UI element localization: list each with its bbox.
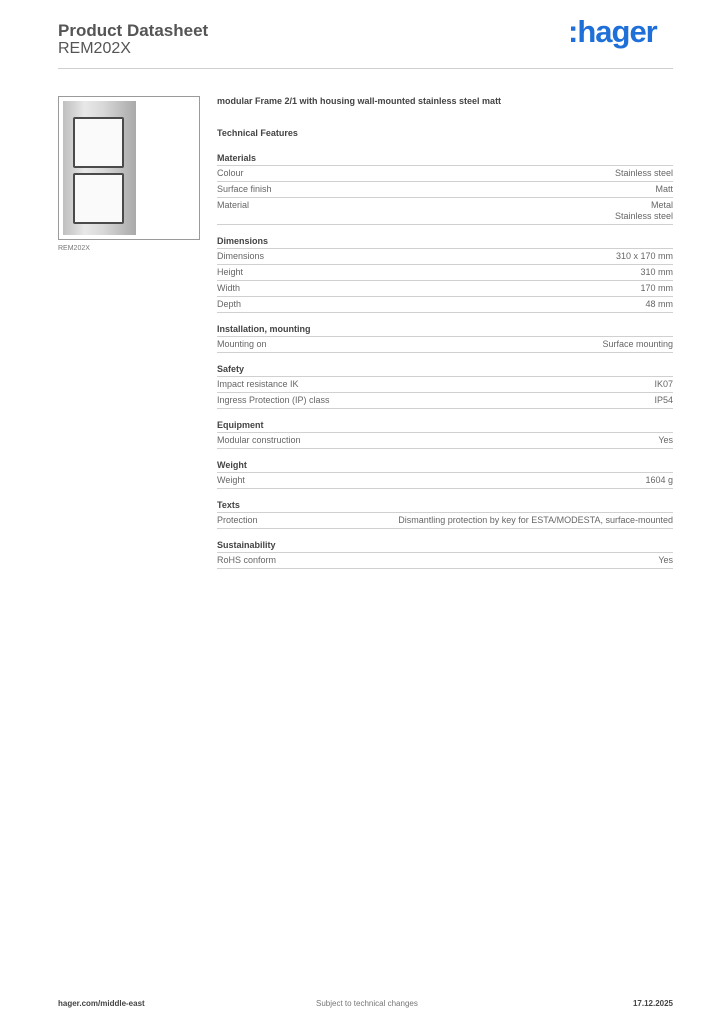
spec-value-line: 1604 g <box>645 475 673 485</box>
image-caption: REM202X <box>58 245 90 252</box>
spec-row <box>217 433 673 449</box>
spec-value <box>655 184 673 195</box>
spec-value <box>658 555 673 566</box>
spec-value <box>654 395 673 406</box>
section-title: Sustainability <box>217 540 673 553</box>
spec-row <box>217 249 673 265</box>
spec-row <box>217 377 673 393</box>
spec-section <box>217 236 673 313</box>
hager-logo <box>568 14 657 50</box>
frame-opening-bottom <box>73 173 124 224</box>
spec-value-line: Metal <box>650 200 673 210</box>
header-divider <box>58 68 673 69</box>
spec-label: Dimensions <box>217 251 265 261</box>
spec-label: Ingress Protection (IP) class <box>217 395 330 405</box>
product-image <box>58 96 200 240</box>
section-title: Installation, mounting <box>217 324 673 337</box>
spec-row <box>217 473 673 489</box>
spec-row <box>217 166 673 182</box>
spec-row <box>217 337 673 353</box>
frame-illustration <box>63 101 136 235</box>
footer-website: hager.com/middle-east <box>58 999 145 1008</box>
spec-value-line: Dismantling protection by key for ESTA/MODESTA, surface-mounted <box>398 515 673 525</box>
spec-row <box>217 553 673 569</box>
spec-value-line: Surface mounting <box>602 339 673 349</box>
spec-label: Weight <box>217 475 245 485</box>
spec-value <box>602 339 673 350</box>
spec-section <box>217 420 673 449</box>
spec-value-line: Stainless steel <box>614 168 673 178</box>
spec-value <box>398 515 673 526</box>
spec-label: RoHS conform <box>217 555 277 565</box>
spec-value <box>640 267 673 278</box>
spec-value-line: 310 x 170 mm <box>615 251 673 261</box>
spec-value-line: Stainless steel <box>614 211 673 221</box>
spec-label: Depth <box>217 299 242 309</box>
spec-value <box>654 379 673 390</box>
spec-row <box>217 297 673 313</box>
spec-label: Impact resistance IK <box>217 379 299 389</box>
section-title: Weight <box>217 460 673 473</box>
section-title: Safety <box>217 364 673 377</box>
spec-label: Mounting on <box>217 339 267 349</box>
spec-content <box>217 96 673 580</box>
spec-sections <box>217 153 673 569</box>
spec-label: Height <box>217 267 244 277</box>
spec-section <box>217 324 673 353</box>
footer-date: 17.12.2025 <box>632 999 673 1008</box>
page-title: Product Datasheet <box>58 21 209 40</box>
spec-value-line: IP54 <box>654 395 673 405</box>
logo-text: hager <box>577 14 657 49</box>
spec-row <box>217 265 673 281</box>
spec-section <box>217 540 673 569</box>
spec-value <box>615 200 673 222</box>
spec-row <box>217 393 673 409</box>
spec-section <box>217 500 673 529</box>
spec-value-line: Matt <box>655 184 673 194</box>
spec-value <box>616 251 673 262</box>
logo-mark: : <box>568 14 578 49</box>
spec-value-line: Yes <box>658 555 673 565</box>
spec-label: Protection <box>217 515 258 525</box>
spec-value-line: 170 mm <box>640 283 673 293</box>
spec-value <box>658 435 673 446</box>
footer-notice: Subject to technical changes <box>316 999 418 1008</box>
section-title: Texts <box>217 500 673 513</box>
spec-row <box>217 198 673 225</box>
features-heading: Technical Features <box>217 128 298 138</box>
spec-value-line: 310 mm <box>640 267 673 277</box>
section-title: Dimensions <box>217 236 673 249</box>
spec-value-line: IK07 <box>654 379 673 389</box>
product-description: modular Frame 2/1 with housing wall-mounted stainless steel matt <box>217 96 502 106</box>
spec-value-line: Yes <box>658 435 673 445</box>
spec-row <box>217 182 673 198</box>
spec-section <box>217 460 673 489</box>
spec-label: Material <box>217 200 250 210</box>
spec-value <box>645 475 673 486</box>
spec-value <box>645 299 673 310</box>
section-title: Materials <box>217 153 673 166</box>
spec-label: Surface finish <box>217 184 272 194</box>
spec-row <box>217 281 673 297</box>
spec-value-line: 48 mm <box>645 299 673 309</box>
spec-row <box>217 513 673 529</box>
spec-label: Width <box>217 283 241 293</box>
frame-opening-top <box>73 117 124 168</box>
spec-section <box>217 153 673 225</box>
spec-label: Colour <box>217 168 244 178</box>
spec-section <box>217 364 673 409</box>
spec-label: Modular construction <box>217 435 301 445</box>
product-code: REM202X <box>58 40 131 57</box>
spec-value <box>640 283 673 294</box>
spec-value <box>615 168 673 179</box>
section-title: Equipment <box>217 420 673 433</box>
